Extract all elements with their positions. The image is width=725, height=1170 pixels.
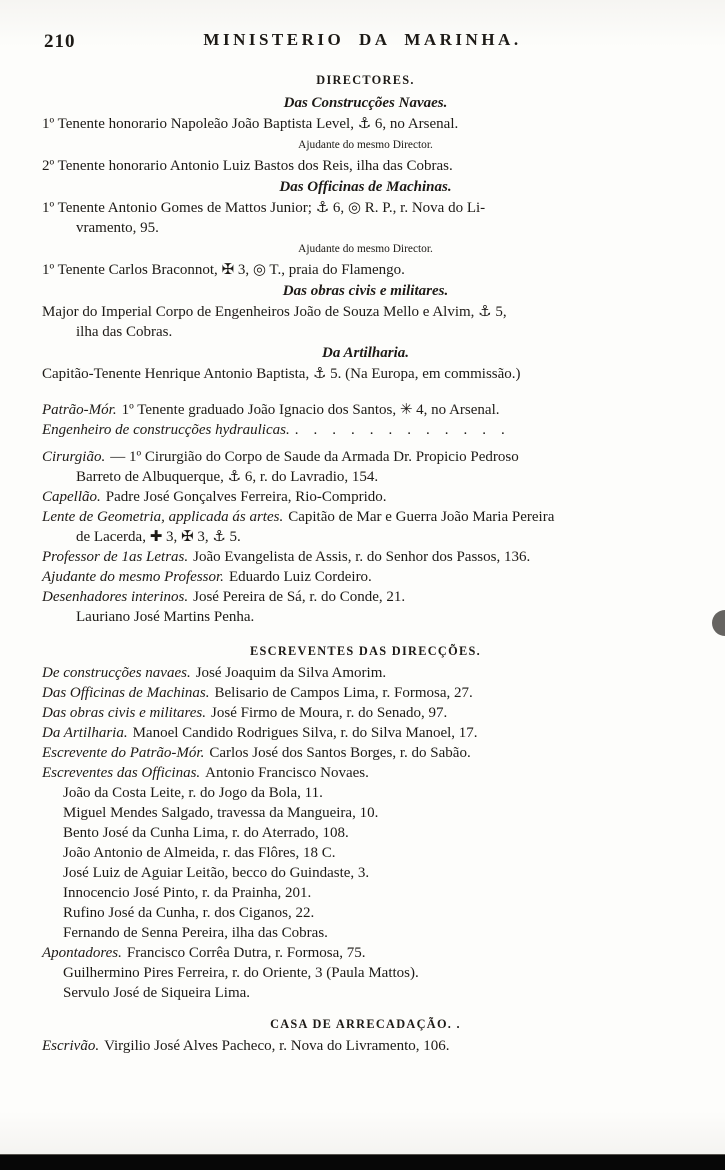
entry-text: Francisco Corrêa Dutra, r. Formosa, 75.: [126, 945, 366, 961]
text-line: [42, 863, 689, 883]
text-line: [42, 114, 689, 134]
entry-text: de Lacerda, ✚ 3, ✠ 3, ⚓ 5.: [76, 529, 241, 545]
entry-text: Major do Imperial Corpo de Engenheiros João de Souza Mello e Alvim, ⚓ 5,: [42, 304, 507, 320]
entry-label: Cirurgião.: [42, 449, 106, 465]
text-line: [42, 637, 689, 663]
entry-text: Ajudante do mesmo Director.: [298, 139, 433, 151]
entry-label: Patrão-Mór.: [42, 402, 117, 418]
entry-label: Desenhadores interinos.: [42, 589, 189, 605]
entry-text: ilha das Cobras.: [76, 324, 173, 340]
text-line: [42, 176, 689, 198]
entry-text: Fernando de Senna Pereira, ilha das Cobras.: [63, 925, 328, 941]
text-line: [42, 883, 689, 903]
text-line: [42, 322, 689, 342]
spacer: [42, 627, 689, 637]
entry-text: Miguel Mendes Salgado, travessa da Mangueira, 10.: [63, 805, 379, 821]
text-line: [42, 587, 689, 607]
entry-text: José Firmo de Moura, r. do Senado, 97.: [211, 705, 448, 721]
text-line: [42, 743, 689, 763]
text-line: [42, 92, 689, 114]
text-line: [42, 683, 689, 703]
entry-text: vramento, 95.: [76, 220, 159, 236]
page-title: MINISTERIO DA MARINHA.: [203, 30, 522, 49]
text-line: [42, 663, 689, 683]
entry-text: Das obras civis e militares.: [282, 283, 449, 299]
text-line: [42, 364, 689, 384]
entry-text: José Luiz de Aguiar Leitão, becco do Guindaste, 3.: [63, 865, 370, 881]
text-line: [42, 1010, 689, 1036]
text-line: [42, 547, 689, 567]
entry-text: Das Officinas de Machinas.: [279, 179, 452, 195]
entry-text: Innocencio José Pinto, r. da Prainha, 201.: [63, 885, 312, 901]
entry-label: Apontadores.: [42, 945, 122, 961]
entry-text: Padre José Gonçalves Ferreira, Rio-Comprido.: [105, 489, 387, 505]
text-lines: [42, 66, 689, 1056]
text-line: [42, 400, 689, 420]
text-line: [42, 280, 689, 302]
text-line: [42, 238, 689, 260]
text-line: [42, 763, 689, 783]
entry-text: Bento José da Cunha Lima, r. do Aterrado, 108.: [63, 825, 349, 841]
text-line: [42, 198, 689, 218]
entry-text: João Evangelista de Assis, r. do Senhor dos Passos, 136.: [193, 549, 531, 565]
entry-text: DIRECTORES.: [316, 73, 415, 87]
entry-text: Guilhermino Pires Ferreira, r. do Oriente, 3 (Paula Mattos).: [63, 965, 419, 981]
text-line: [42, 703, 689, 723]
text-line: [42, 567, 689, 587]
spacer: [42, 384, 689, 400]
entry-text: Carlos José dos Santos Borges, r. do Sabão.: [209, 745, 471, 761]
entry-text: . . . . . . . . . . . .: [294, 422, 505, 438]
text-line: [42, 723, 689, 743]
text-line: [42, 302, 689, 322]
text-line: [42, 823, 689, 843]
entry-label: Lente de Geometria, applicada ás artes.: [42, 509, 284, 525]
entry-text: Lauriano José Martins Penha.: [76, 609, 255, 625]
entry-text: Manoel Candido Rodrigues Silva, r. do Silva Manoel, 17.: [132, 725, 478, 741]
spacer: [42, 440, 689, 447]
text-line: [42, 963, 689, 983]
entry-text: — 1º Cirurgião do Corpo de Saude da Armada Dr. Propicio Pedroso: [110, 449, 519, 465]
entry-text: 1º Tenente graduado João Ignacio dos Santos, ✳ 4, no Arsenal.: [121, 402, 500, 418]
entry-label: Da Artilharia.: [42, 725, 128, 741]
text-line: [42, 342, 689, 364]
text-line: [42, 943, 689, 963]
text-line: [42, 983, 689, 1003]
entry-text: Capitão de Mar e Guerra João Maria Pereira: [288, 509, 555, 525]
entry-text: Rufino José da Cunha, r. dos Ciganos, 22.: [63, 905, 315, 921]
spacer: [42, 1003, 689, 1010]
text-line: [42, 487, 689, 507]
entry-text: Capitão-Tenente Henrique Antonio Baptista, ⚓ 5. (Na Europa, em commissão.): [42, 366, 521, 382]
entry-label: Das obras civis e militares.: [42, 705, 207, 721]
text-line: [42, 467, 689, 487]
entry-text: Servulo José de Siqueira Lima.: [63, 985, 251, 1001]
entry-label: Escrevente do Patrão-Mór.: [42, 745, 205, 761]
text-line: [42, 1036, 689, 1056]
entry-text: Belisario de Campos Lima, r. Formosa, 27.: [214, 685, 473, 701]
text-line: [42, 218, 689, 238]
page-number: 210: [44, 31, 76, 52]
entry-text: José Joaquim da Silva Amorim.: [195, 665, 387, 681]
entry-text: Eduardo Luiz Cordeiro.: [228, 569, 372, 585]
text-line: [42, 803, 689, 823]
entry-text: CASA DE ARRECADAÇÃO. .: [270, 1017, 461, 1031]
entry-text: Das Construcções Navaes.: [283, 95, 448, 111]
entry-text: Barreto de Albuquerque, ⚓ 6, r. do Lavradio, 154.: [76, 469, 379, 485]
text-line: [42, 607, 689, 627]
text-line: [42, 783, 689, 803]
entry-text: João da Costa Leite, r. do Jogo da Bola, 11.: [63, 785, 323, 801]
text-line: [42, 420, 689, 440]
entry-text: José Pereira de Sá, r. do Conde, 21.: [193, 589, 406, 605]
entry-text: 1º Tenente Carlos Braconnot, ✠ 3, ◎ T., praia do Flamengo.: [42, 262, 405, 278]
text-line: [42, 66, 689, 92]
entry-label: Das Officinas de Machinas.: [42, 685, 210, 701]
entry-text: João Antonio de Almeida, r. das Flôres, 18 C.: [63, 845, 336, 861]
scan-edge-artifact: [0, 1155, 725, 1170]
scan-smudge-artifact: [712, 610, 725, 636]
entry-text: 1º Tenente honorario Napoleão João Baptista Level, ⚓ 6, no Arsenal.: [42, 116, 459, 132]
entry-text: Ajudante do mesmo Director.: [298, 243, 433, 255]
entry-text: ESCREVENTES DAS DIRECÇÕES.: [250, 644, 481, 658]
text-line: [42, 134, 689, 156]
text-line: [42, 156, 689, 176]
entry-text: 1º Tenente Antonio Gomes de Mattos Junior; ⚓ 6, ◎ R. P., r. Nova do Li-: [42, 200, 486, 216]
entry-label: Engenheiro de construcções hydraulicas.: [42, 422, 290, 438]
entry-text: Da Artilharia.: [322, 345, 409, 361]
text-line: [42, 447, 689, 467]
entry-text: Antonio Francisco Novaes.: [205, 765, 369, 781]
text-line: [42, 260, 689, 280]
entry-text: Virgilio José Alves Pacheco, r. Nova do Livramento, 106.: [104, 1038, 450, 1054]
text-line: [42, 527, 689, 547]
entry-label: Professor de 1as Letras.: [42, 549, 189, 565]
text-line: [42, 843, 689, 863]
text-line: [42, 507, 689, 527]
page-header: [0, 30, 725, 56]
entry-label: Capellão.: [42, 489, 101, 505]
text-line: [42, 923, 689, 943]
entry-label: Escrivão.: [42, 1038, 100, 1054]
entry-text: 2º Tenente honorario Antonio Luiz Bastos dos Reis, ilha das Cobras.: [42, 158, 453, 174]
entry-label: Escreventes das Officinas.: [42, 765, 201, 781]
entry-label: De construcções navaes.: [42, 665, 191, 681]
text-line: [42, 903, 689, 923]
entry-label: Ajudante do mesmo Professor.: [42, 569, 224, 585]
